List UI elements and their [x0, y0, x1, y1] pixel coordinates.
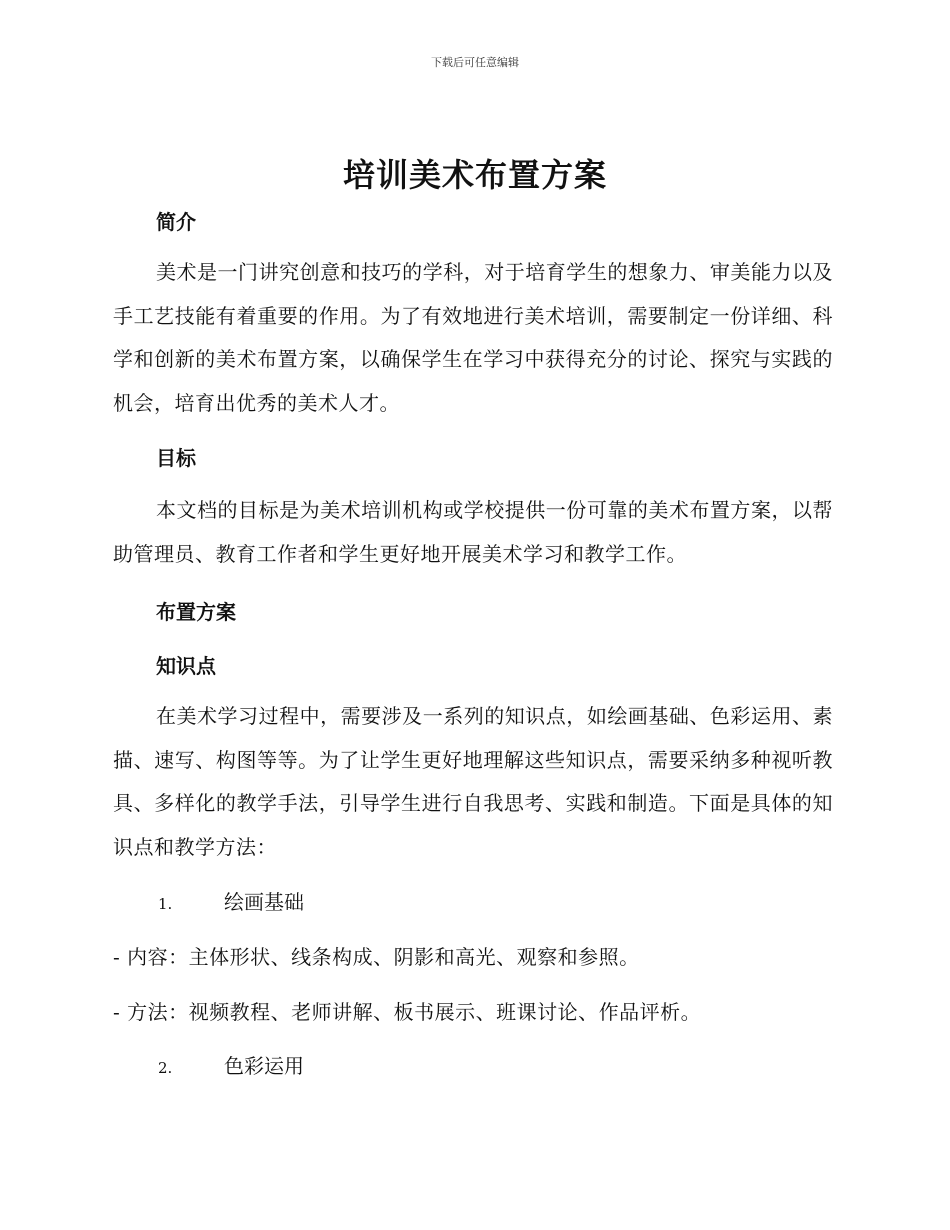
header-note: 下载后可任意编辑: [431, 56, 519, 69]
list-item-content: - 内容：主体形状、线条构成、阴影和高光、观察和参照。: [113, 945, 640, 969]
list-label: 绘画基础: [224, 890, 304, 914]
heading-plan: 布置方案: [156, 600, 236, 624]
heading-goal: 目标: [156, 446, 196, 470]
paragraph-goal: 本文档的目标是为美术培训机构或学校提供一份可靠的美术布置方案，以帮助管理员、教育工作者和学生更好地开展美术学习和教学工作。: [113, 498, 833, 566]
heading-knowledge: 知识点: [156, 654, 216, 678]
list-label: 色彩运用: [224, 1054, 304, 1078]
list-item: [158, 1050, 304, 1079]
list-number: 1.: [158, 895, 173, 913]
paragraph-knowledge: 在美术学习过程中，需要涉及一系列的知识点，如绘画基础、色彩运用、素描、速写、构图等等。为了让学生更好地理解这些知识点，需要采纳多种视听教具、多样化的教学手法，引导学生进行自我思考、实践和制造。下面是具体的知识点和教学方法：: [113, 704, 833, 860]
list-number: 2.: [158, 1059, 173, 1077]
document-title: 培训美术布置方案: [342, 156, 607, 194]
heading-intro: 简介: [156, 210, 196, 234]
paragraph-intro: 美术是一门讲究创意和技巧的学科，对于培育学生的想象力、审美能力以及手工艺技能有着重要的作用。为了有效地进行美术培训，需要制定一份详细、科学和创新的美术布置方案，以确保学生在学习中获得充分的讨论、探究与实践的机会，培育出优秀的美术人才。: [113, 260, 833, 416]
list-item: [158, 886, 304, 915]
list-item-method: - 方法：视频教程、老师讲解、板书展示、班课讨论、作品评析。: [113, 1000, 702, 1024]
